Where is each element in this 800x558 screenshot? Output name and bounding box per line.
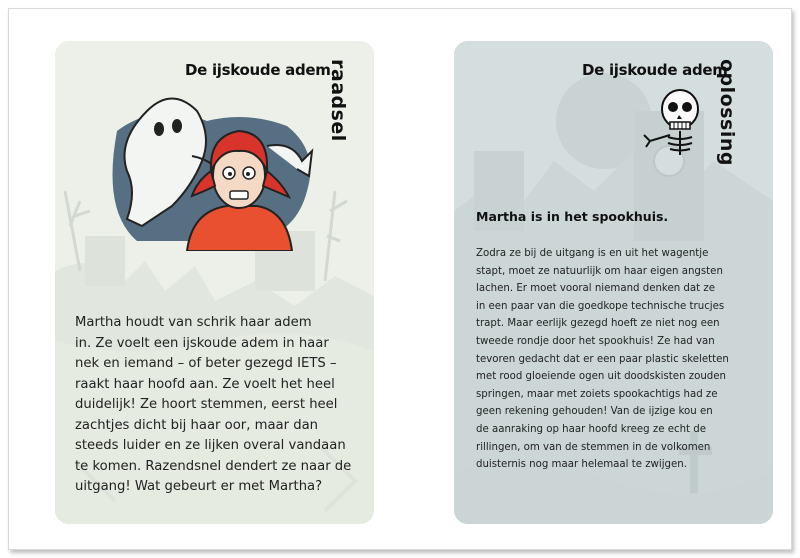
riddle-line: steeds luider en ze lijken overal vandaan xyxy=(75,438,346,453)
solution-line: stapt, moet ze natuurlijk om haar eigen angsten xyxy=(476,265,723,277)
riddle-card xyxy=(55,41,374,524)
solution-line: in een paar van die goedkope technische trucjes xyxy=(476,300,725,312)
riddle-line: Martha houdt van schrik haar adem xyxy=(75,315,312,330)
solution-line: met rood gloeiende ogen uit doodskisten zouden xyxy=(476,371,726,383)
riddle-line: duidelijk! Ze hoort stemmen, eerst heel xyxy=(75,397,338,412)
solution-line: trapt. Maar eerlijk gezegd hoeft ze niet nog een xyxy=(476,318,720,330)
riddle-line: zachtjes dicht bij haar oor, maar dan xyxy=(75,417,319,433)
card-title: De ijskoude adem xyxy=(185,61,331,79)
skeleton-skull-icon xyxy=(642,85,712,165)
solution-line: tevoren gedacht dat er een paar plastic skeletten xyxy=(476,353,729,365)
page-frame xyxy=(8,8,792,550)
solution-line: de aanraking op haar hoofd kreeg ze echt de xyxy=(476,423,707,435)
riddle-line: uitgang! Wat gebeurt er met Martha? xyxy=(75,479,323,494)
riddle-line: nek en iemand – of beter gezegd IETS – xyxy=(75,356,337,371)
solution-card xyxy=(454,41,773,524)
solution-line: lachen. Er moet vooral niemand denken dat ze xyxy=(476,283,715,295)
ghost-and-scared-girl-illustration xyxy=(97,91,327,251)
riddle-line: raakt haar hoofd aan. Ze voelt het heel xyxy=(75,376,335,392)
solution-text xyxy=(476,245,760,474)
card-type-label: raadsel xyxy=(327,59,349,142)
riddle-line: in. Ze voelt een ijskoude adem in haar xyxy=(75,335,329,351)
card-title: De ijskoude adem xyxy=(582,61,728,79)
solution-line: geen rekening gehouden! Van de ijzige kou en xyxy=(476,406,713,418)
riddle-text xyxy=(75,313,361,498)
solution-line: duisternis nog maar helemaal te zwijgen. xyxy=(476,459,687,471)
solution-line: tweede rondje door het spookhuis! Ze had van xyxy=(476,335,715,347)
card-type-label: oplossing xyxy=(716,59,738,166)
solution-line: springen, maar met zoiets spookachtigs had ze xyxy=(476,388,718,400)
riddle-line: te komen. Razendsnel dendert ze naar de xyxy=(75,458,352,474)
solution-line: Zodra ze bij de uitgang is en uit het wagentje xyxy=(476,248,709,259)
solution-line: rillingen, om van de stemmen in de volkomen xyxy=(476,441,711,453)
solution-answer: Martha is in het spookhuis. xyxy=(476,209,669,224)
